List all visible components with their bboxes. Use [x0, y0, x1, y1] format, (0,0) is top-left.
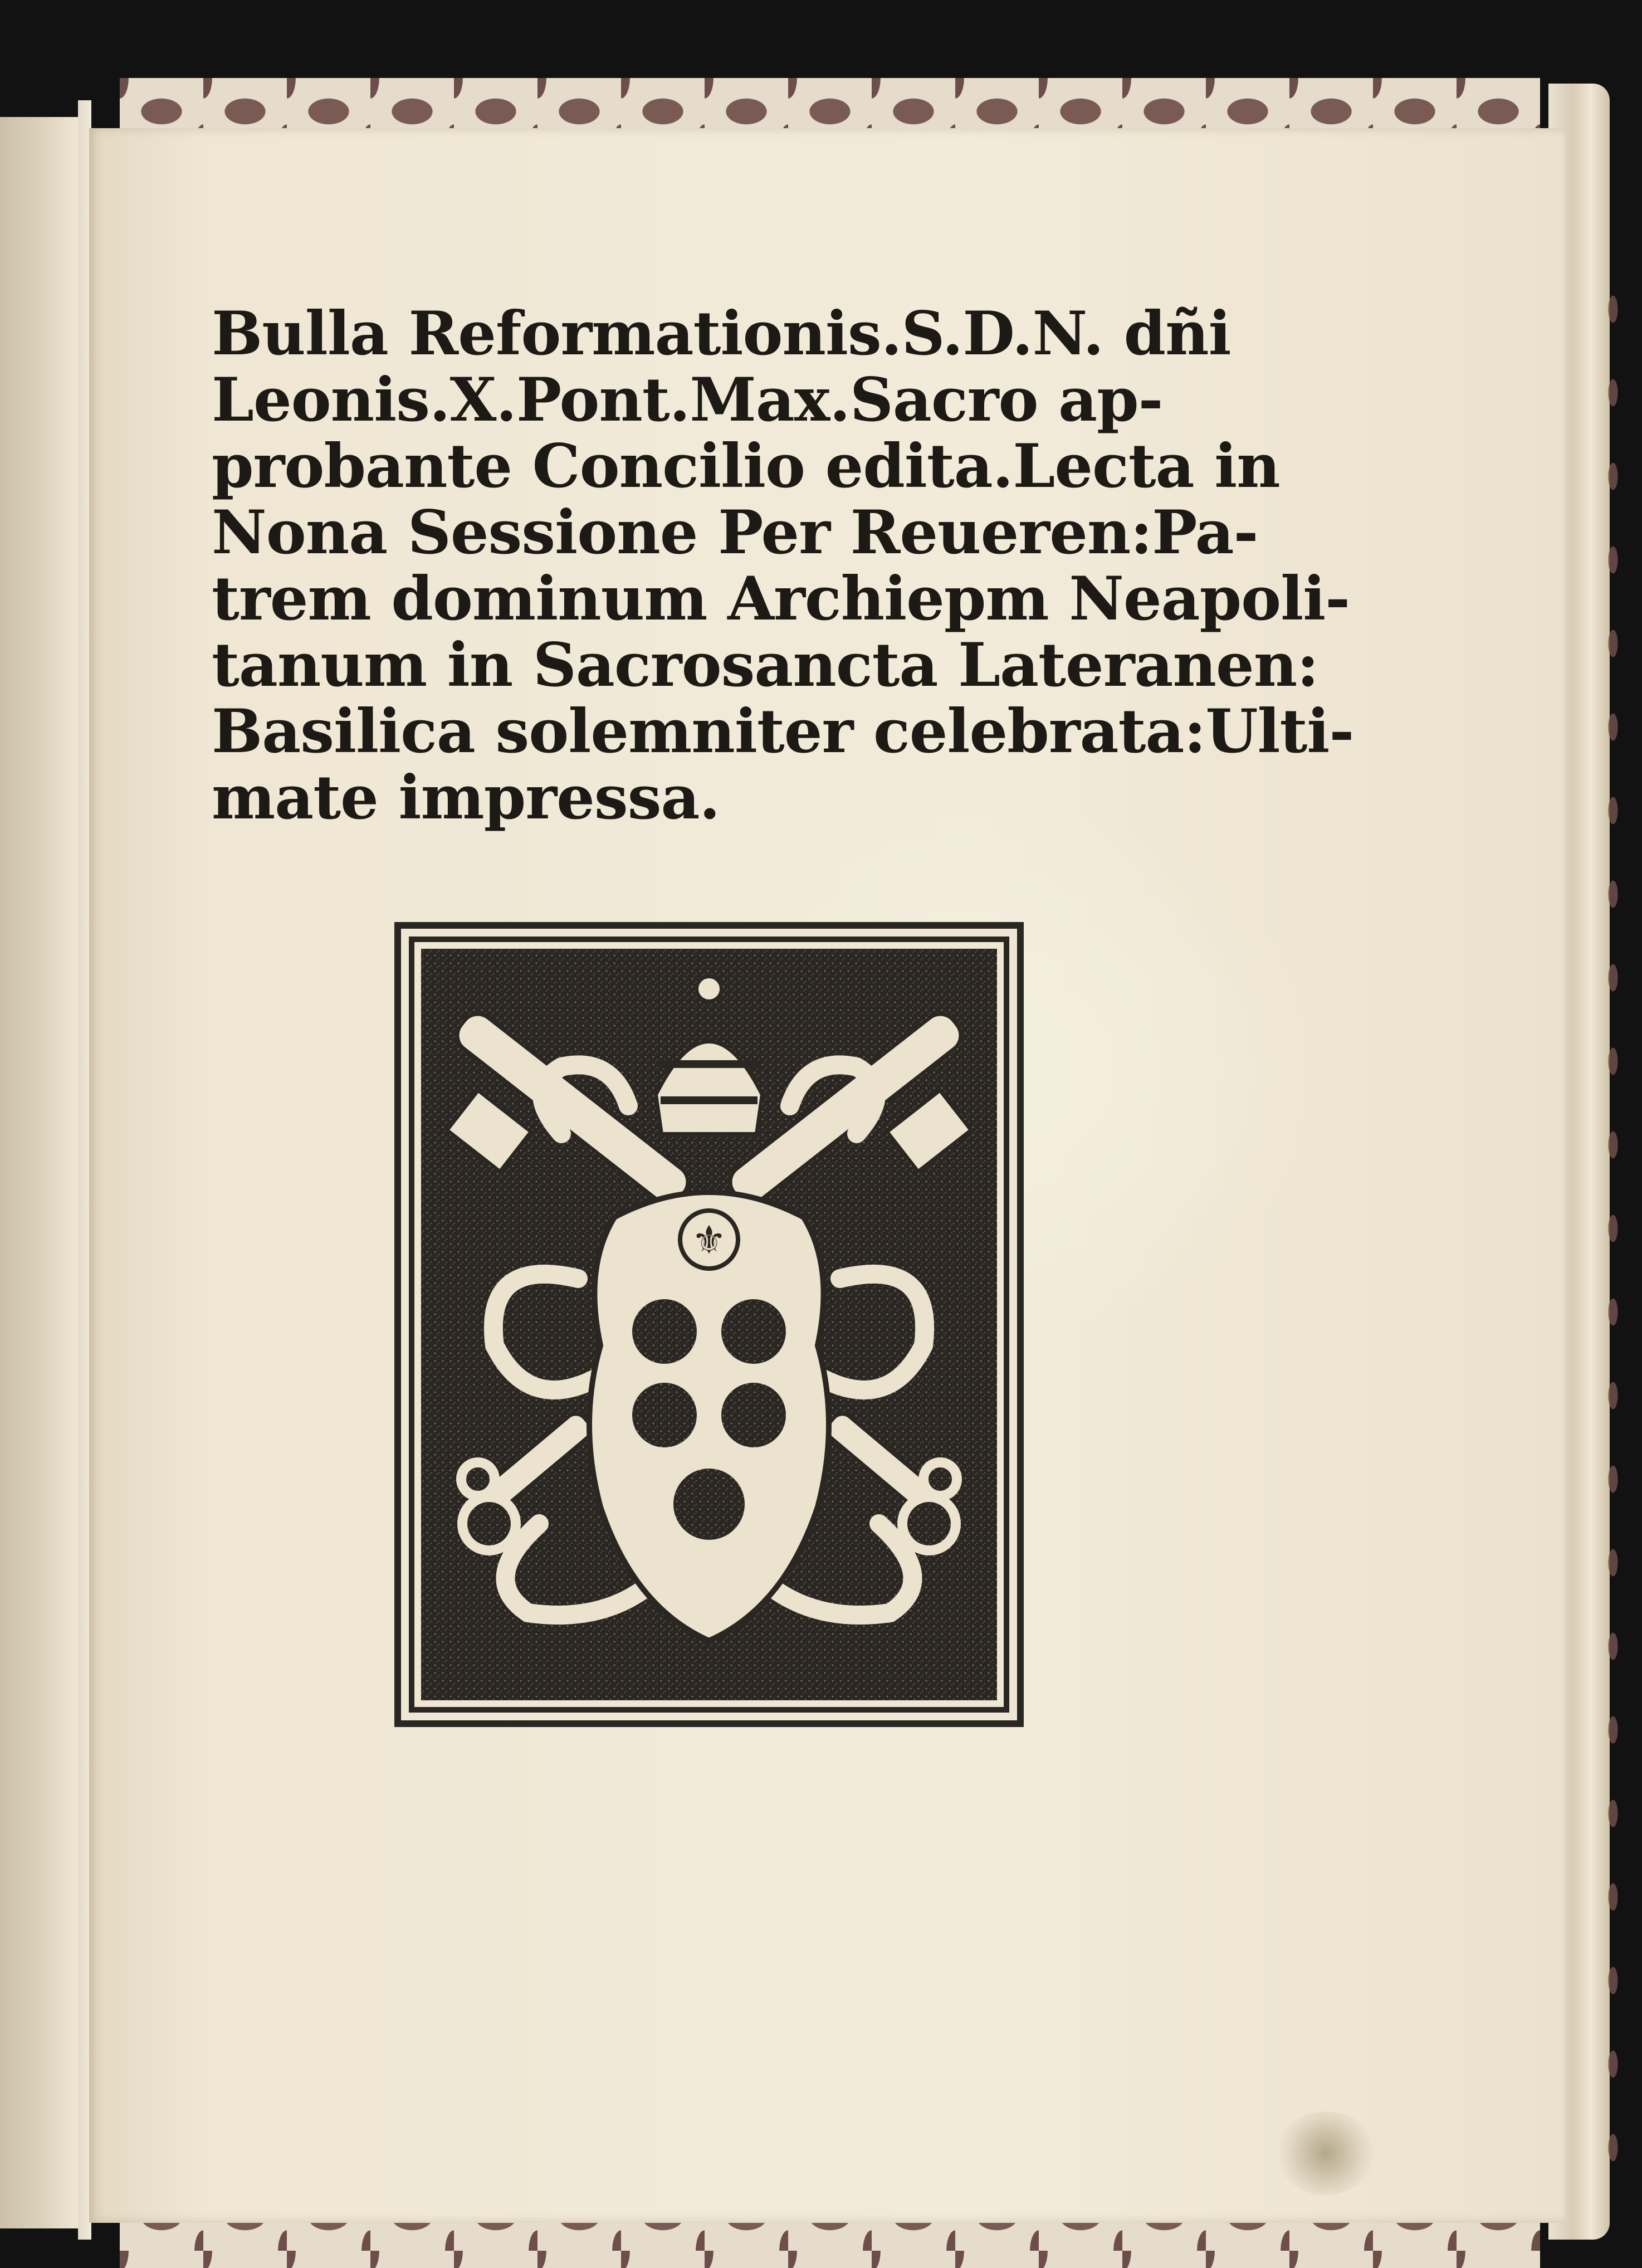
coat-of-arms-icon [394, 922, 1024, 1727]
foxing-stain [1276, 2111, 1376, 2195]
title-line: Basilica solemniter celebrata:Ulti- [212, 696, 1354, 767]
fleur-de-lis-icon: ⚜ [691, 1217, 727, 1263]
title-line: Leonis.X.Pont.Max.Sacro ap- [212, 365, 1163, 435]
title-page [89, 128, 1565, 2223]
title-line: trem dominum Archiepm Neapoli- [212, 564, 1350, 634]
cover-pattern [1596, 267, 1630, 2217]
title-line: Bulla Reformationis.S.D.N. dñi [212, 299, 1231, 369]
title-text [212, 299, 1354, 833]
papal-arms-woodcut [394, 922, 1024, 1727]
title-line: tanum in Sacrosancta Lateranen: [212, 630, 1319, 700]
left-page-edge [0, 117, 80, 2228]
title-line: Nona Sessione Per Reueren:Pa- [212, 498, 1258, 568]
title-line: mate impressa. [212, 763, 720, 833]
title-line: probante Concilio edita.Lecta in [212, 431, 1280, 501]
